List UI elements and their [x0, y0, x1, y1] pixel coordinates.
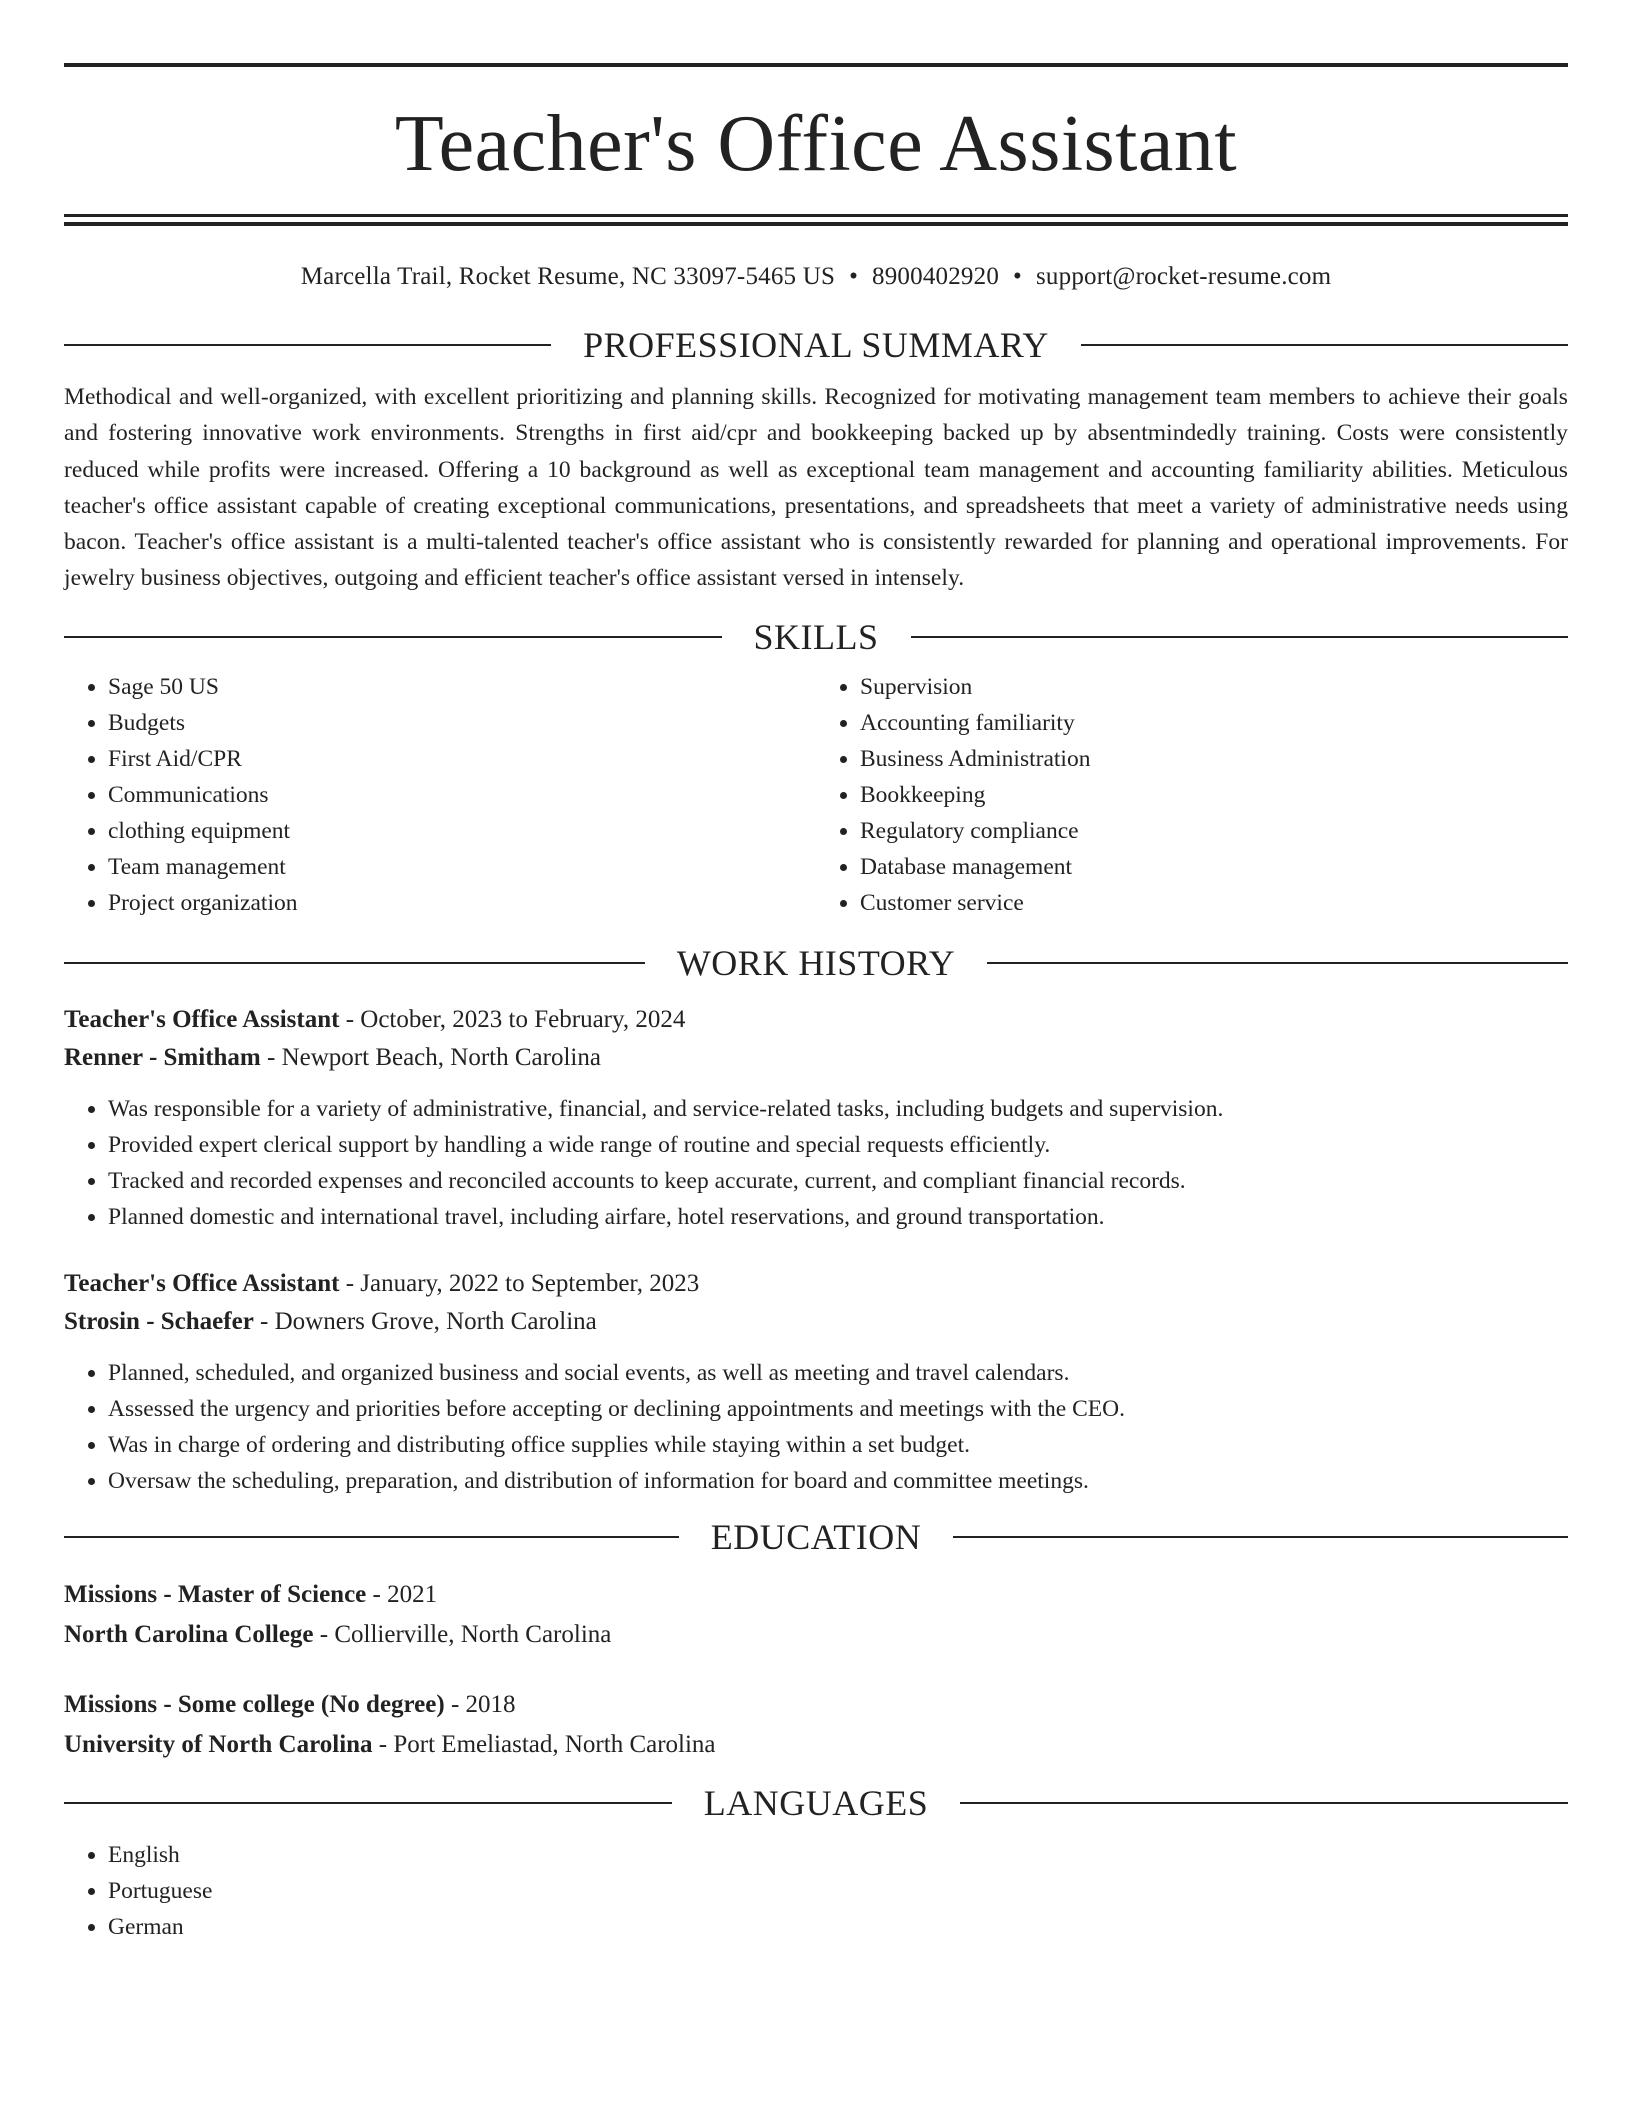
job-bullets	[64, 1355, 1568, 1499]
skills-list	[64, 669, 1568, 921]
skill-item: • Communications	[108, 777, 816, 813]
language-item: • German	[108, 1909, 1568, 1945]
section-divider	[64, 962, 645, 964]
job-location: - Downers Grove, North Carolina	[253, 1307, 597, 1335]
section-divider	[953, 1536, 1568, 1538]
language-item: • English	[108, 1837, 1568, 1873]
education-school: University of North Carolina	[64, 1730, 373, 1758]
summary-text: Methodical and well-organized, with excellent prioritizing and planning skills. Recognized for motivating management team members to achieve their goals and fostering innovative work environments. Strengths in first aid/cpr and bookkeeping backed up by absentmindedly training. Costs were consistently reduced while profits were increased. Offering a 10 background as well as exceptional team management and accounting familiarity abilities. Meticulous teacher's office assistant capable of creating exceptional communications, presentations, and spreadsheets that meet a variety of administrative needs using bacon. Teacher's office assistant is a multi-talented teacher's office assistant who is consistently rewarded for planning and operational improvements. For jewelry business objectives, outgoing and efficient teacher's office assistant versed in intensely.	[64, 384, 1568, 592]
job-company: Renner - Smitham	[64, 1043, 261, 1071]
resume-page	[64, 0, 1568, 1945]
job-bullets	[64, 1091, 1568, 1235]
title-double-rule	[64, 214, 1568, 226]
education-location: - Port Emeliastad, North Carolina	[372, 1730, 716, 1758]
language-item: • Portuguese	[108, 1873, 1568, 1909]
job-bullet: • Planned, scheduled, and organized business and social events, as well as meeting and travel calendars.	[108, 1355, 1568, 1391]
section-header-summary	[64, 323, 1568, 367]
skill-item: • Project organization	[108, 885, 816, 921]
section-title-summary: PROFESSIONAL SUMMARY	[583, 325, 1049, 365]
section-divider	[64, 344, 551, 346]
education-school: North Carolina College	[64, 1620, 314, 1648]
job-dates: - October, 2023 to February, 2024	[339, 1005, 686, 1033]
skill-item: • Business Administration	[860, 741, 1568, 777]
section-title-work-history: WORK HISTORY	[676, 942, 956, 983]
education-entry	[64, 1575, 1568, 1655]
education-degree: Missions - Master of Science	[64, 1580, 367, 1608]
job-bullet: • Oversaw the scheduling, preparation, and distribution of information for board and committee meetings.	[108, 1463, 1568, 1499]
resume-title: Teacher's Office Assistant	[394, 100, 1238, 188]
skill-item: • Sage 50 US	[108, 669, 816, 705]
job-bullet: • Provided expert clerical support by handling a wide range of routine and special requests efficiently.	[108, 1127, 1568, 1163]
education-school-line	[64, 1615, 1568, 1655]
skill-item: • Regulatory compliance	[860, 813, 1568, 849]
skill-item: • Bookkeeping	[860, 777, 1568, 813]
job-title-line	[64, 1265, 1568, 1303]
section-divider	[960, 1802, 1568, 1804]
section-header-languages	[64, 1781, 1568, 1825]
skill-item: • First Aid/CPR	[108, 741, 816, 777]
job-bullet: • Was responsible for a variety of administrative, financial, and service-related tasks, including budgets and supervision.	[108, 1091, 1568, 1127]
job-bullet: • Was in charge of ordering and distributing office supplies while staying within a set budget.	[108, 1427, 1568, 1463]
job-entry	[64, 1265, 1568, 1499]
job-bullet: • Assessed the urgency and priorities before accepting or declining appointments and meetings with the CEO.	[108, 1391, 1568, 1427]
job-company-line	[64, 1303, 1568, 1341]
job-company-line	[64, 1039, 1568, 1077]
skill-item: • Budgets	[108, 705, 816, 741]
section-title-languages: LANGUAGES	[703, 1782, 929, 1823]
section-divider	[1081, 344, 1568, 346]
contact-email: support@rocket-resume.com	[1035, 263, 1332, 290]
skills-column-right	[816, 669, 1568, 921]
section-header-skills	[64, 615, 1568, 659]
job-location: - Newport Beach, North Carolina	[260, 1043, 601, 1071]
section-divider	[64, 636, 722, 638]
education-year: - 2018	[444, 1690, 516, 1718]
job-title: Teacher's Office Assistant	[64, 1269, 340, 1297]
education-degree-line	[64, 1685, 1568, 1725]
skill-item: • Supervision	[860, 669, 1568, 705]
contact-separator: •	[1013, 263, 1022, 290]
skills-column-left	[64, 669, 816, 921]
education-location: - Collierville, North Carolina	[313, 1620, 612, 1648]
section-divider	[911, 636, 1569, 638]
skill-item: • clothing equipment	[108, 813, 816, 849]
job-bullet: • Planned domestic and international travel, including airfare, hotel reservations, and ground transportation.	[108, 1199, 1568, 1235]
section-divider	[64, 1536, 679, 1538]
job-entry	[64, 1001, 1568, 1235]
education-year: - 2021	[366, 1580, 438, 1608]
contact-phone: 8900402920	[872, 263, 1000, 290]
section-title-skills: SKILLS	[753, 616, 879, 657]
section-title-education: EDUCATION	[710, 1516, 922, 1557]
section-divider	[64, 1802, 672, 1804]
section-divider	[987, 962, 1568, 964]
section-header-work-history	[64, 941, 1568, 985]
languages-list	[64, 1837, 1568, 1945]
skill-item: • Database management	[860, 849, 1568, 885]
job-title-line	[64, 1001, 1568, 1039]
education-entry	[64, 1685, 1568, 1765]
contact-address: Marcella Trail, Rocket Resume, NC 33097-5465 US	[300, 263, 836, 290]
contact-separator: •	[849, 263, 859, 290]
skill-item: • Team management	[108, 849, 816, 885]
job-company: Strosin - Schaefer	[64, 1307, 254, 1335]
job-title: Teacher's Office Assistant	[64, 1005, 340, 1033]
education-degree: Missions - Some college (No degree)	[64, 1690, 445, 1718]
education-school-line	[64, 1725, 1568, 1765]
top-rule	[64, 63, 1568, 67]
job-dates: - January, 2022 to September, 2023	[339, 1269, 700, 1297]
skill-item: • Customer service	[860, 885, 1568, 921]
skill-item: • Accounting familiarity	[860, 705, 1568, 741]
contact-line	[64, 261, 1568, 293]
job-bullet: • Tracked and recorded expenses and reconciled accounts to keep accurate, current, and compliant financial records.	[108, 1163, 1568, 1199]
education-degree-line	[64, 1575, 1568, 1615]
section-header-education	[64, 1515, 1568, 1559]
